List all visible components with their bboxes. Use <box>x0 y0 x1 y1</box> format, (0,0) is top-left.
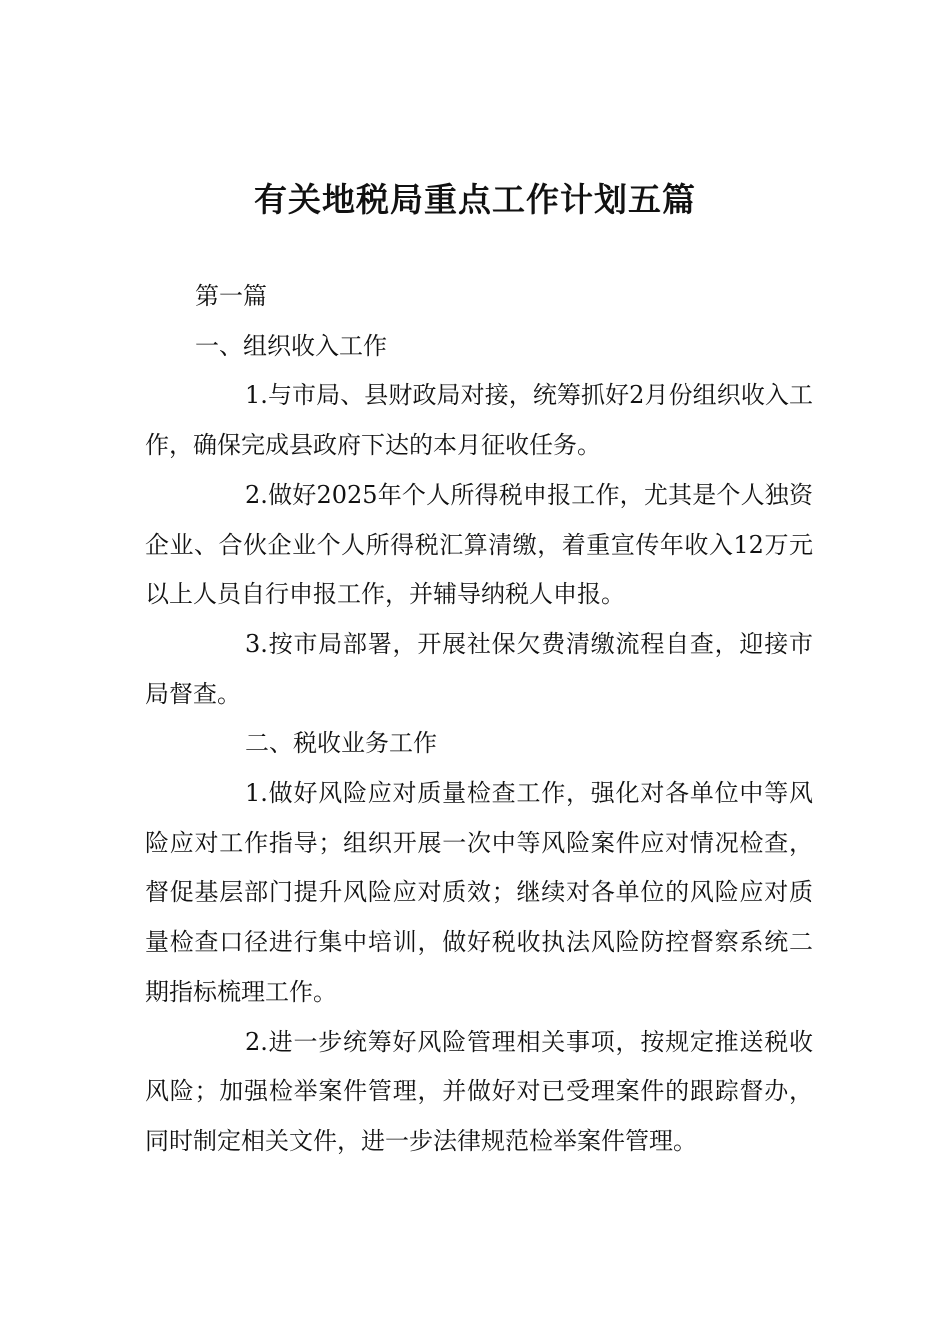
document-title: 有关地税局重点工作计划五篇 <box>254 180 696 219</box>
paragraph-item: 3.按市局部署，开展社保欠费清缴流程自查，迎接市局督查。 <box>145 629 813 708</box>
document-body <box>145 272 813 1167</box>
paragraph-item: 1.做好风险应对质量检查工作，强化对各单位中等风险应对工作指导；组织开展一次中等风险案件应对情况检查，督促基层部门提升风险应对质效；继续对各单位的风险应对质量检查口径进行集中培训，做好税收执法风险防控督察系统二期指标梳理工作。 <box>145 779 813 1006</box>
paragraph-section-label: 第一篇 <box>195 282 267 310</box>
paragraph-item: 2.做好2025年个人所得税申报工作，尤其是个人独资企业、合伙企业个人所得税汇算清缴，着重宣传年收入12万元以上人员自行申报工作，并辅导纳税人申报。 <box>145 480 813 609</box>
paragraph-heading-1: 一、组织收入工作 <box>195 331 387 360</box>
paragraph-item: 2.进一步统筹好风险管理相关事项，按规定推送税收风险；加强检举案件管理，并做好对已受理案件的跟踪督办，同时制定相关文件，进一步法律规范检举案件管理。 <box>145 1027 813 1155</box>
paragraph-heading-2: 二、税收业务工作 <box>245 729 437 758</box>
paragraph-item: 1.与市局、县财政局对接，统筹抓好2月份组织收入工作，确保完成县政府下达的本月征收任务。 <box>145 381 813 460</box>
